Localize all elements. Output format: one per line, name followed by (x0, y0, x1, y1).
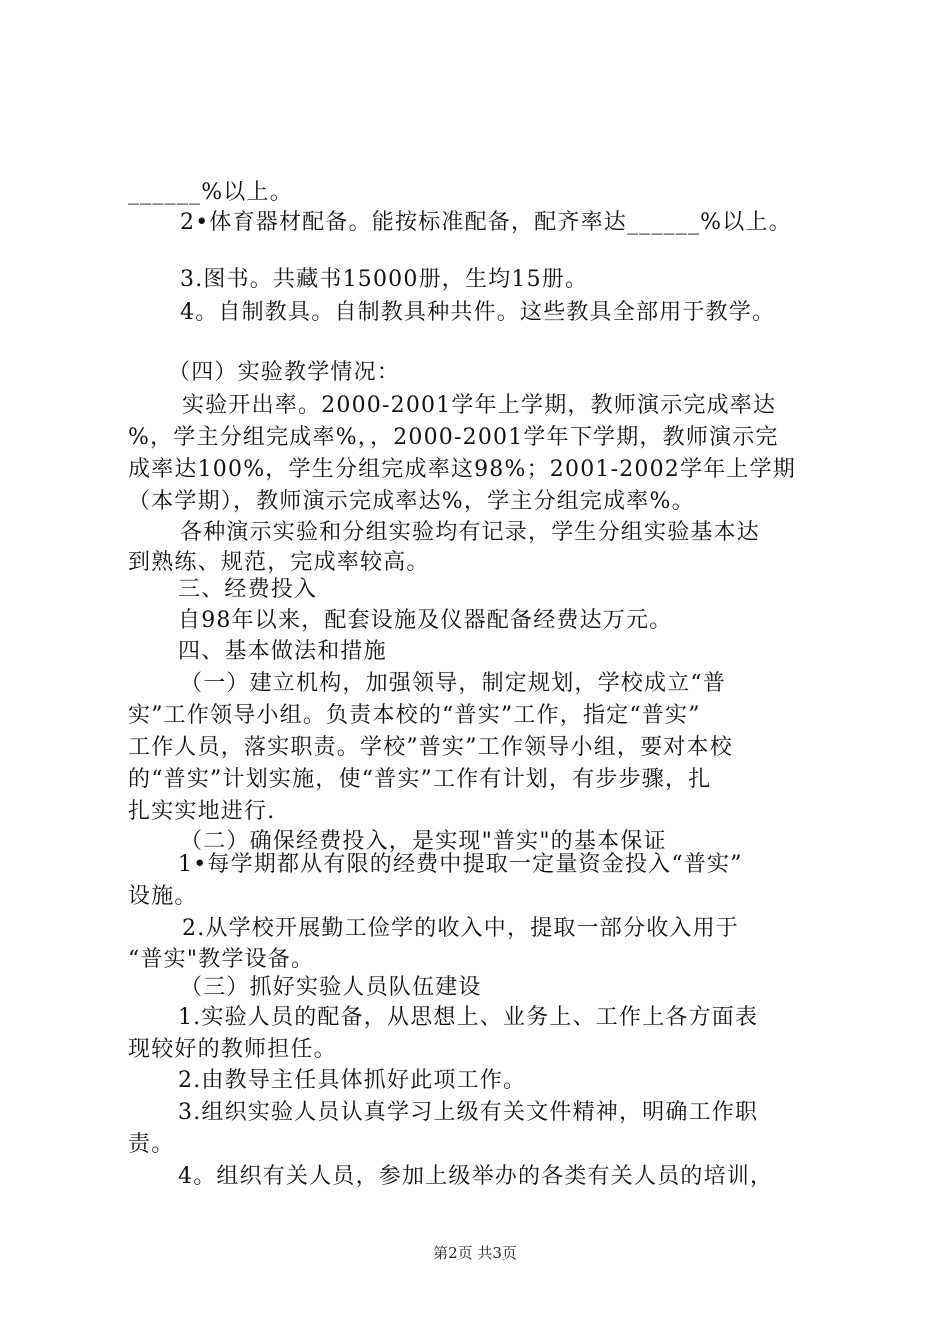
text-line: 设施。 (128, 884, 198, 909)
text-line: 工作人员，落实职责。学校”普实”工作领导小组，要对本校 (128, 735, 733, 760)
text-line: 各种演示实验和分组实验均有记录，学生分组实验基本达 (180, 520, 761, 545)
text-line: 3.图书。共藏书15000册，生均15册。 (180, 267, 589, 292)
text-line: “普实"教学设备。 (128, 947, 315, 972)
text-line: 实验开出率。2000-2001学年上学期，教师演示完成率达 (182, 393, 777, 418)
text-line: 1.实验人员的配备，从思想上、业务上、工作上各方面表 (178, 1005, 759, 1030)
text-line: 2.由教导主任具体抓好此项工作。 (178, 1068, 527, 1093)
text-line: 成率达100%，学生分组完成率这98%；2001-2002学年上学期 (128, 457, 797, 482)
section-heading: 三、经费投入 (178, 577, 318, 602)
subsection-heading: （二）确保经费投入，是实现"普实"的基本保证 (180, 829, 667, 854)
subsection-heading: （三）抓好实验人员队伍建设 (180, 975, 482, 1000)
text-line: 责。 (128, 1132, 175, 1157)
text-line: 到熟练、规范，完成率较高。 (128, 550, 430, 575)
text-line: （一）建立机构，加强领导，制定规划，学校成立“普 (180, 671, 727, 696)
text-line: 扎实实地进行. (128, 799, 276, 824)
section-heading: （四）实验教学情况： (168, 360, 401, 385)
text-line: 4。组织有关人员，参加上级举办的各类有关人员的培训， (178, 1164, 774, 1189)
text-line: 自98年以来，配套设施及仪器配备经费达万元。 (178, 608, 673, 633)
text-line: ______%以上。 (128, 180, 293, 205)
text-line: %，学主分组完成率%，，2000-2001学年下学期，教师演示完 (128, 425, 779, 450)
text-line: 现较好的教师担任。 (128, 1037, 337, 1062)
text-line: 4。自制教具。自制教具种共件。这些教具全部用于教学。 (180, 300, 776, 325)
section-heading: 四、基本做法和措施 (178, 639, 387, 664)
text-line: 1•每学期都从有限的经费中提取一定量资金投入“普实” (178, 852, 743, 877)
text-line: （本学期），教师演示完成率达%，学主分组完成率%。 (128, 489, 695, 514)
text-line: 2•体育器材配备。能按标准配备，配齐率达______%以上。 (180, 210, 792, 235)
text-line: 2.从学校开展勤工俭学的收入中，提取一部分收入用于 (182, 916, 739, 941)
text-line: 3.组织实验人员认真学习上级有关文件精神，明确工作职 (178, 1100, 759, 1125)
page-number-footer: 第2页 共3页 (433, 1244, 517, 1262)
text-line: 的“普实”计划实施，使“普实”工作有计划，有步步骤，扎 (128, 767, 712, 792)
text-line: 实”工作领导小组。负责本校的“普实”工作，指定“普实” (128, 703, 701, 728)
